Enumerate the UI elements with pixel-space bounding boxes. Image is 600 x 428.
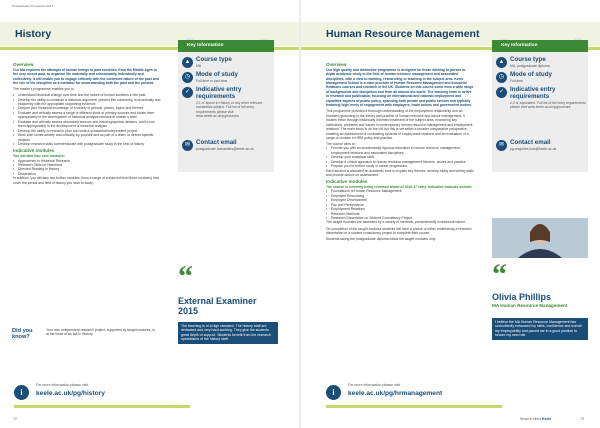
envelope-icon: ✉ — [496, 140, 507, 151]
list-item: • Develop a critical approach to human resource management theories, issues and practice — [326, 160, 474, 164]
page-title: History — [15, 28, 52, 40]
entry-requirements-label: Indicative entry requirements — [510, 86, 556, 100]
list-item: • Evaluate and critically assess secondary sources and historiographical debates, and to use them appropriately in the development of historical analysis — [13, 120, 161, 129]
key-information-panel — [178, 40, 274, 172]
did-you-know-label: Did you know? — [12, 328, 33, 341]
list-item: • Prepare you for further study or career progression — [326, 164, 474, 168]
did-you-know-text: Your own independent research project, supported by taught modules, is at the heart of an MA in History. — [46, 328, 155, 337]
quote-role: MA Human Resource Management — [492, 303, 568, 308]
list-item: • Develop the ability to research, plan and write a substantial independent project — [13, 129, 161, 133]
more-info-footer — [14, 378, 190, 408]
page-number: 73 — [580, 417, 584, 421]
list-item: • Approaches to Historical Research — [13, 159, 161, 163]
course-type-value: MA, postgraduate diploma — [510, 64, 550, 68]
assessment-text: The taught modules are assessed by a variety of methods, predominantly coursework based. — [326, 220, 466, 225]
list-item: • Understand historical change over time and the nature of human societies in the past — [13, 93, 161, 97]
page-number: 72 — [13, 417, 17, 421]
info-icon: i — [14, 385, 29, 400]
list-item: • Provide you with an academically rigorous education in human resource management, employment relations and associated disciplines — [326, 146, 474, 155]
modules-outro: In addition, you will take two further modules (from a range of enhanced level three modules) that cover the period and field of history you wish to study. — [13, 176, 159, 185]
modules-list — [326, 189, 474, 220]
clock-icon: ◷ — [182, 72, 193, 83]
aims-list — [13, 93, 161, 146]
aims-intro: The master's programme enables you to: — [13, 87, 75, 91]
student-portrait-image — [492, 218, 588, 258]
clock-icon: ◷ — [496, 72, 507, 83]
completion-text: On completion of the taught modules students will have a choice of either undertaking a research dissertation or a student consultancy project to complete their course. — [326, 226, 472, 235]
list-item: • Research Dissertation or Student Consultancy Project — [326, 216, 474, 220]
more-info-footer — [326, 378, 502, 408]
list-item: • Employee Development — [326, 198, 474, 202]
list-item: • Develop your analytical skills — [326, 155, 474, 159]
mode-of-study-label: Mode of study — [196, 71, 238, 78]
modules-heading: Indicative modules — [13, 148, 55, 154]
entry-requirements-label: Indicative entry requirements — [196, 86, 242, 100]
entry-requirements-value: 2:2 or equivalent. Full list of full entry requirements please visit www.keele.ac.uk/pg/courses — [510, 101, 586, 110]
aims-outro: Each student is allocated an academic tutor to explain key themes, develop study and writing skills and provide advice on assessment. — [326, 168, 474, 178]
course-type-value: MA — [196, 64, 202, 68]
modules-list — [13, 159, 161, 177]
brand-tagline — [520, 417, 551, 421]
running-head: Postgraduate Prospectus 2017 — [12, 4, 54, 8]
list-item: • Develop research skills commensurate with postgraduate study in the field of history — [13, 142, 161, 146]
aims-list — [326, 146, 474, 168]
quote-text: I believe the MA Human Resource Management has undoubtedly enhanced my skills, confidence and overall my employability and placed me in a good position to secure my new role. — [492, 318, 588, 340]
entry-requirements-value: 2:1 or above in History or any other relevant humanities subject. Full list of full entry requirements please visit www.keele.ac.uk/pg/courses — [196, 101, 262, 118]
brand-name: Keele — [542, 417, 552, 421]
contact-email-link[interactable]: postgraduate.humanities@keele.ac.uk — [196, 147, 254, 151]
more-info-link[interactable]: keele.ac.uk/pg/hrmanagement — [348, 390, 443, 397]
page-title: Human Resource Management — [326, 28, 480, 40]
list-item: • Evaluate and critically assess a range of different kinds of primary sources and locate them appropriately in the development of historical analysis relevant at master's level — [13, 111, 161, 120]
more-info-label: For more information please visit — [36, 383, 89, 387]
mortarboard-icon: ▲ — [496, 57, 507, 68]
checklist-icon: ✓ — [182, 87, 193, 98]
mode-of-study-label: Mode of study — [510, 71, 552, 78]
overview-intro: Our high quality and distinctive programme is designed for those wishing to pursue in-depth academic study in the field of human resource management and associated disciplines, with a view to working, researching or teaching in the subject area. Keele Management School is a main provider of Human Resource Management and Industrial Relations courses and research in the UK. Students on this course come from a wide range of backgrounds and disciplines and from all around the world. The teaching team is active in research and publication, focusing on international and national employment and equalities aspects of public policy, spanning both private and public sectors and typically featuring high levels of engagement with employers, trade unions and government bodies. — [326, 67, 474, 108]
more-info-link[interactable]: keele.ac.uk/pg/history — [36, 390, 105, 397]
list-item: • Work both constructively and critically, by yourself and as part of a team, to deliver specific projects — [13, 133, 161, 142]
list-item: • Deepen your historical knowledge of a variety of periods, places, topics and themes — [13, 106, 161, 110]
right-body-text — [326, 62, 474, 243]
contact-email-label: Contact email — [510, 139, 551, 146]
course-type-label: Course type — [196, 56, 232, 63]
list-item: • Dissertation — [13, 172, 161, 176]
list-item: • Foundations of Human Resource Management — [326, 189, 474, 193]
diploma-text: Students taking the postgraduate diploma follow the taught modules only. — [326, 237, 436, 242]
key-information-tab: Key Information — [492, 40, 588, 52]
list-item: • Develop the ability to construct a historical argument, present this coherently, economically and eloquently with the appropriate supporting evidence — [13, 98, 161, 107]
more-info-label: For more information please visit — [348, 383, 401, 387]
mortarboard-icon: ▲ — [182, 57, 193, 68]
overview-paragraph: This programme provides a thorough understanding of the employment relationship and an excellent grounding in the theory and practice of human resource and labour management. It locates these through historically informed treatment of the subject area, examining key institutions, problems and issues in contemporary human resource management and employment relations. The main focus is on the UK but this is set within a broader comparative perspective, enabling an assessment of contrasting systems of employment relations and an evaluation of a range of choices in HRM policy and practice. — [326, 109, 473, 140]
quote-text: The teaching is of a high standard. The history staff are dedicated and very hard-working. They give the students great depth of support. Students benefit from the research specialisms of the history staff. — [178, 322, 278, 344]
contact-email-label: Contact email — [196, 139, 237, 146]
modules-intro: You will take four core modules: — [13, 154, 65, 159]
list-item: • Pay and Performance — [326, 203, 474, 207]
key-information-tab: Key Information — [178, 40, 274, 52]
page-gutter — [299, 0, 301, 428]
aims-intro: The course aims to: — [326, 142, 356, 147]
mode-of-study-value: Full-time or part-time — [196, 79, 228, 83]
course-type-label: Course type — [510, 56, 546, 63]
student-photo — [492, 218, 588, 258]
list-item: • Employee Resourcing — [326, 194, 474, 198]
overview-intro: Our MA explores the attempts of human beings in past societies, from the Middle Ages to the very recent past, to organise life materially and conceptually, individually and collectively. It will enable you to engage critically with the contested nature of the past and the role of the discipline as a mediator for understanding both the past and the present. — [13, 67, 159, 85]
brand-tagline-text: Small in Mind — [520, 417, 542, 421]
mode-of-study-value: Full-time — [510, 79, 523, 83]
quote-attribution: External Examiner 2015 — [178, 296, 257, 316]
list-item: • Directed Reading in History — [13, 167, 161, 171]
quote-mark-icon: “ — [178, 260, 193, 293]
envelope-icon: ✉ — [182, 140, 193, 151]
checklist-icon: ✓ — [496, 87, 507, 98]
did-you-know — [12, 327, 155, 349]
modules-heading: Indicative modules — [326, 179, 368, 185]
contact-email-link[interactable]: pg.enquiries.kms@keele.ac.uk — [510, 147, 557, 151]
list-item: • Employment Relations — [326, 207, 474, 211]
overview-heading: Overview — [326, 62, 347, 67]
overview-heading: Overview — [13, 62, 34, 67]
key-information-panel — [492, 40, 588, 172]
list-item: • Research Skills for Historians — [13, 163, 161, 167]
left-body-text — [13, 62, 161, 187]
info-icon: i — [326, 385, 341, 400]
list-item: • Research Methods — [326, 212, 474, 216]
quote-attribution: Olivia Phillips — [492, 292, 552, 302]
quote-mark-icon: “ — [492, 258, 507, 291]
modules-intro: The course is currently being reviewed ahead of 2016-17 entry. Indicative modules include: — [326, 184, 473, 189]
